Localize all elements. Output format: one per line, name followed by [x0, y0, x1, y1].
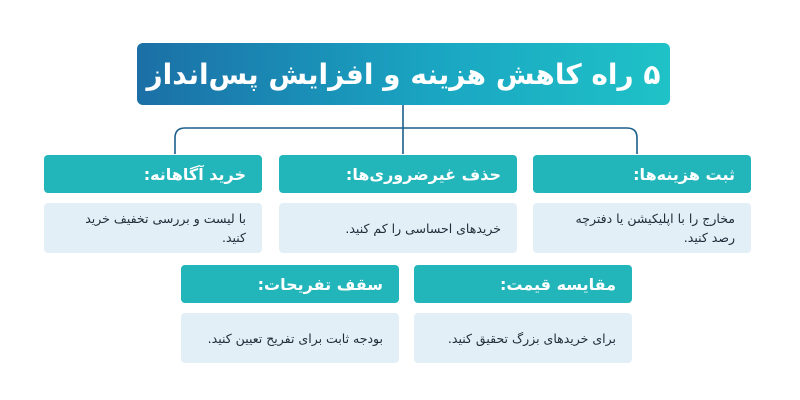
connector-branch: [175, 128, 637, 154]
item-description-text: مخارج را با اپلیکیشن یا دفترچه رصد کنید.: [575, 211, 735, 245]
item-description-price-comparison: [414, 313, 632, 363]
item-description-text: با لیست و بررسی تخفیف خرید کنید.: [85, 211, 246, 245]
item-description-entertainment-cap: [181, 313, 399, 363]
item-header-expense-tracking: [533, 155, 751, 193]
item-description-text: بودجه ثابت برای تفریح تعیین کنید.: [207, 330, 383, 346]
item-header-price-comparison: [414, 265, 632, 303]
item-header-label: سقف تفریحات:: [257, 274, 383, 294]
item-description-text: خریدهای احساسی را کم کنید.: [345, 220, 501, 236]
item-header-entertainment-cap: [181, 265, 399, 303]
item-description-text: برای خریدهای بزرگ تحقیق کنید.: [447, 330, 616, 346]
item-header-label: خرید آگاهانه:: [143, 164, 246, 184]
item-header-label: حذف غیرضروری‌ها:: [345, 164, 501, 184]
item-header-label: ثبت هزینه‌ها:: [633, 164, 735, 184]
item-description-expense-tracking: [533, 203, 751, 253]
diagram-title: ۵ راه کاهش هزینه و افزایش پس‌انداز: [137, 43, 670, 105]
item-header-remove-unnecessary: [279, 155, 517, 193]
item-header-smart-shopping: [44, 155, 262, 193]
item-description-remove-unnecessary: [279, 203, 517, 253]
item-header-label: مقایسه قیمت:: [499, 274, 616, 294]
item-description-smart-shopping: [44, 203, 262, 253]
